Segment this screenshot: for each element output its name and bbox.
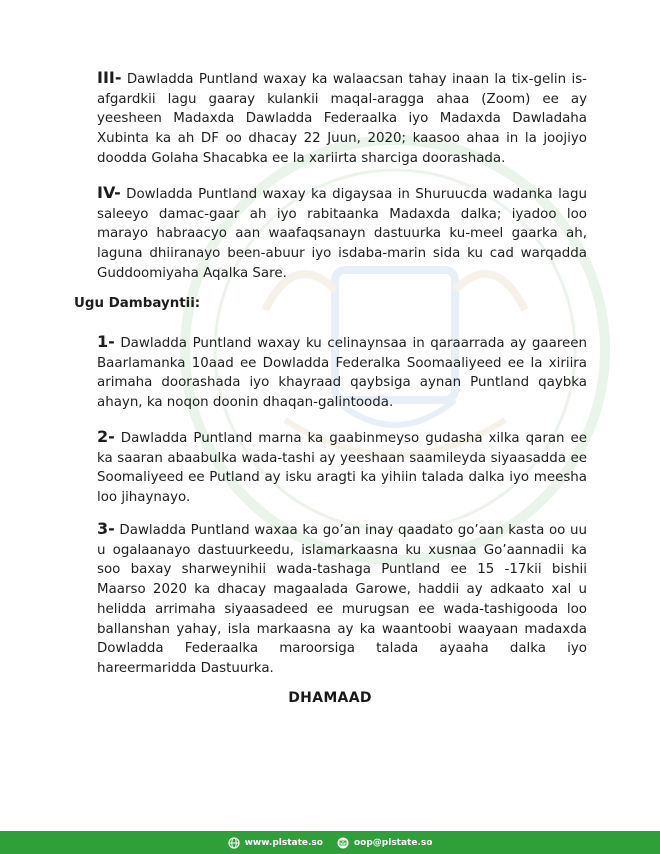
footer-website — [228, 837, 323, 849]
conclusion-number: 1- — [97, 332, 115, 351]
email-icon — [337, 837, 349, 849]
website-link[interactable]: www.plstate.so — [244, 837, 323, 848]
conclusion-3 — [97, 519, 587, 679]
section-iv — [97, 183, 587, 284]
email-link[interactable]: oop@plstate.so — [353, 837, 433, 848]
footer-email — [337, 837, 432, 849]
conclusion-text: Dawladda Puntland waxaa ka go’an inay qaadato go’aan kasta oo uu u ogalaanayo dastuurkeedu, islamarkaasna ku xusnaa Go’aannadii ka soo baxay sharweynihii wada-tashaga Puntland ee 15 -17kii bishii Maarso 2020 ka dhacay magaalada Garowe, haddii ay adkaato xal u helidda arrimaha siyaasadeed ee murugsan ee wada-tashigooda loo ballanshan yahay, isla markaasna ay ka waantoobi waayaan madaxda Dowladda Federaalka maroorsiga talada ayaaha dalka iyo hareermaridda Dastuurka. — [97, 523, 587, 676]
section-text: Dowladda Puntland waxay ka digaysaa in Shuruucda wadanka lagu saleeyo damac-gaar ah iyo rabitaanka Madaxda dalka; iyadoo loo marayo habraacyo aan waafaqsanayn dastuurka ku-meel gaarka ah, laguna dhiiranayo been-abuur iyo isdaba-marin sida ku cad warqadda Guddoomiyaha Aqalka Sare. — [97, 187, 587, 281]
footer-bar — [0, 831, 660, 854]
section-iii — [97, 68, 587, 169]
conclusion-heading: Ugu Dambayntii: — [74, 296, 201, 311]
section-number: III- — [97, 68, 122, 87]
section-text: Dawladda Puntland waxay ka walaacsan tahay inaan la tix-gelin is-afgardkii lagu gaaray kulankii maqal-aragga ahaa (Zoom) ee ay yeesheen Madaxda Dawladda Federaalka iyo Madaxda Dawladaha Xubinta ka ah DF oo dhacay 22 Juun, 2020; kaasoo ahaa in la joojiyo doodda Golaha Shacabka ee la xariirta sharciga doorashada. — [97, 72, 587, 166]
conclusion-text: Dawladda Puntland waxay ku celinaynsaa in qaraarrada ay gaareen Baarlamanka 10aad ee Dowladda Federalka Soomaaliyeed ee la xiriira arimaha doorashada iyo khayraad qaybsiga aynan Puntland qaybka ahayn, ka noqon doonin dhaqan-galintooda. — [97, 336, 587, 411]
conclusion-text: Dawladda Puntland marna ka gaabinmeyso gudasha xilka qaran ee ka saaran abaabulka wada-tashi ay yeeshaan saamileyda siyaasadda ee Soomaliyeed ee Putland ay isku aragti ka yihiin talada dalka iyo meesha loo jihaynayo. — [97, 431, 587, 506]
conclusion-1 — [97, 332, 587, 413]
closing-text: DHAMAAD — [288, 690, 372, 706]
section-number: IV- — [97, 183, 121, 202]
conclusion-2 — [97, 427, 587, 508]
globe-icon — [228, 837, 240, 849]
conclusion-number: 2- — [97, 427, 115, 446]
conclusion-number: 3- — [97, 519, 115, 538]
